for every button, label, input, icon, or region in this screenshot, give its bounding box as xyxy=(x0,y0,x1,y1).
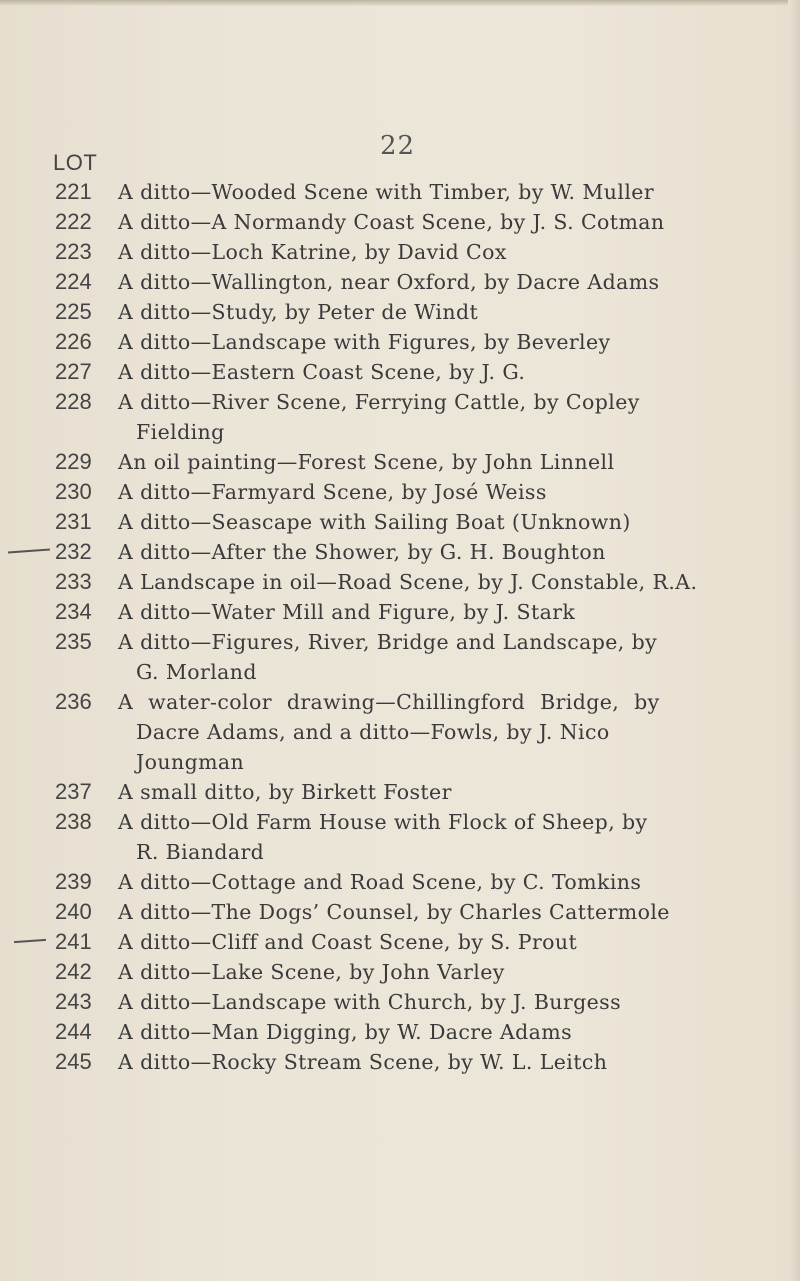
description-line: A ditto—Water Mill and Figure, by J. Stark xyxy=(118,600,576,624)
lot-column-header: LOT xyxy=(53,150,98,175)
lot-number: 239 xyxy=(55,869,92,894)
description-continuation: Dacre Adams, and a ditto—Fowls, by J. Nico xyxy=(136,720,610,744)
lot-number: 226 xyxy=(55,329,92,354)
lot-description xyxy=(118,447,738,477)
lot-entry-241 xyxy=(0,927,800,957)
lot-description xyxy=(118,597,738,627)
description-line: A small ditto, by Birkett Foster xyxy=(118,780,452,804)
description-line: A ditto—Rocky Stream Scene, by W. L. Leitch xyxy=(118,1050,608,1074)
lot-number: 222 xyxy=(55,209,92,234)
lot-entry-245 xyxy=(0,1047,800,1077)
lot-description xyxy=(118,687,738,777)
lot-entry-226 xyxy=(0,327,800,357)
description-line: A ditto—River Scene, Ferrying Cattle, by Copley xyxy=(118,390,640,414)
pencil-tick-mark xyxy=(8,549,50,554)
description-line: A ditto—Loch Katrine, by David Cox xyxy=(118,240,507,264)
lot-entry-223 xyxy=(0,237,800,267)
lot-description xyxy=(118,207,738,237)
lot-entry-229 xyxy=(0,447,800,477)
lot-number: 241 xyxy=(55,929,92,954)
lot-number: 234 xyxy=(55,599,92,624)
lot-entry-221 xyxy=(0,177,800,207)
lot-description xyxy=(118,867,738,897)
lot-number: 223 xyxy=(55,239,92,264)
lot-description xyxy=(118,1017,738,1047)
description-line: A ditto—Study, by Peter de Windt xyxy=(118,300,479,324)
lot-number: 245 xyxy=(55,1049,92,1074)
lot-description xyxy=(118,327,738,357)
lot-description xyxy=(118,357,738,387)
lot-number: 242 xyxy=(55,959,92,984)
lot-entry-231 xyxy=(0,507,800,537)
lot-description xyxy=(118,807,738,867)
lot-entry-237 xyxy=(0,777,800,807)
page-top-edge xyxy=(0,0,800,6)
lot-description xyxy=(118,567,738,597)
description-line: A ditto—Wooded Scene with Timber, by W. Muller xyxy=(118,180,655,204)
description-continuation: Fielding xyxy=(136,420,225,444)
lot-description xyxy=(118,927,738,957)
lot-entry-230 xyxy=(0,477,800,507)
description-line: A ditto—Cottage and Road Scene, by C. Tomkins xyxy=(118,870,642,894)
lot-number: 221 xyxy=(55,179,92,204)
lot-number-cell xyxy=(0,927,118,957)
page-number: 22 xyxy=(380,131,416,161)
lot-entry-232 xyxy=(0,537,800,567)
lot-entry-238 xyxy=(0,807,800,867)
description-line: A ditto—Lake Scene, by John Varley xyxy=(118,960,505,984)
lot-description xyxy=(118,987,738,1017)
lot-entry-234 xyxy=(0,597,800,627)
lot-list xyxy=(0,177,800,1077)
lot-entry-235 xyxy=(0,627,800,687)
lot-number: 237 xyxy=(55,779,92,804)
lot-entry-244 xyxy=(0,1017,800,1047)
description-line: A ditto—Figures, River, Bridge and Landscape, by xyxy=(118,630,658,654)
description-line: A ditto—Old Farm House with Flock of Sheep, by xyxy=(118,810,648,834)
lot-description xyxy=(118,237,738,267)
lot-number: 229 xyxy=(55,449,92,474)
lot-description xyxy=(118,507,738,537)
lot-entry-239 xyxy=(0,867,800,897)
lot-description xyxy=(118,777,738,807)
lot-number: 224 xyxy=(55,269,92,294)
lot-number: 240 xyxy=(55,899,92,924)
description-line: A ditto—Wallington, near Oxford, by Dacre Adams xyxy=(118,270,660,294)
lot-description xyxy=(118,537,738,567)
description-line: A ditto—Man Digging, by W. Dacre Adams xyxy=(118,1020,573,1044)
lot-description xyxy=(118,267,738,297)
description-line: An oil painting—Forest Scene, by John Linnell xyxy=(118,450,615,474)
lot-description xyxy=(118,1047,738,1077)
lot-number: 232 xyxy=(55,539,92,564)
lot-description xyxy=(118,627,738,687)
lot-description xyxy=(118,177,738,207)
lot-description xyxy=(118,477,738,507)
lot-entry-233 xyxy=(0,567,800,597)
lot-number: 233 xyxy=(55,569,92,594)
lot-entry-240 xyxy=(0,897,800,927)
lot-entry-225 xyxy=(0,297,800,327)
lot-description xyxy=(118,387,738,447)
lot-entry-228 xyxy=(0,387,800,447)
lot-description xyxy=(118,297,738,327)
lot-number: 235 xyxy=(55,629,92,654)
description-continuation: R. Biandard xyxy=(136,840,265,864)
description-line: A ditto—After the Shower, by G. H. Boughton xyxy=(118,540,606,564)
description-line: A ditto—Landscape with Church, by J. Burgess xyxy=(118,990,621,1014)
lot-number-cell xyxy=(0,537,118,567)
lot-entry-227 xyxy=(0,357,800,387)
lot-number: 238 xyxy=(55,809,92,834)
lot-number: 227 xyxy=(55,359,92,384)
pencil-tick-mark xyxy=(14,939,46,943)
lot-number: 244 xyxy=(55,1019,92,1044)
description-line: A ditto—Eastern Coast Scene, by J. G. xyxy=(118,360,526,384)
description-line: A ditto—The Dogs’ Counsel, by Charles Cattermole xyxy=(118,900,670,924)
lot-number: 236 xyxy=(55,689,92,714)
lot-number: 230 xyxy=(55,479,92,504)
lot-number: 243 xyxy=(55,989,92,1014)
description-continuation: G. Morland xyxy=(136,660,257,684)
lot-entry-224 xyxy=(0,267,800,297)
lot-number: 228 xyxy=(55,389,92,414)
lot-description xyxy=(118,897,738,927)
description-continuation: Joungman xyxy=(136,750,245,774)
lot-entry-236 xyxy=(0,687,800,777)
description-line: A ditto—Cliff and Coast Scene, by S. Prout xyxy=(118,930,578,954)
lot-entry-242 xyxy=(0,957,800,987)
lot-entry-222 xyxy=(0,207,800,237)
lot-number: 231 xyxy=(55,509,92,534)
description-line: A ditto—Landscape with Figures, by Beverley xyxy=(118,330,611,354)
lot-description xyxy=(118,957,738,987)
description-line: A ditto—Farmyard Scene, by José Weiss xyxy=(118,480,547,504)
description-line: A Landscape in oil—Road Scene, by J. Constable, R.A. xyxy=(118,570,698,594)
lot-entry-243 xyxy=(0,987,800,1017)
description-line: A ditto—Seascape with Sailing Boat (Unknown) xyxy=(118,510,631,534)
description-line: A water-color drawing—Chillingford Bridge, by xyxy=(118,690,660,714)
lot-number: 225 xyxy=(55,299,92,324)
description-line: A ditto—A Normandy Coast Scene, by J. S. Cotman xyxy=(118,210,665,234)
